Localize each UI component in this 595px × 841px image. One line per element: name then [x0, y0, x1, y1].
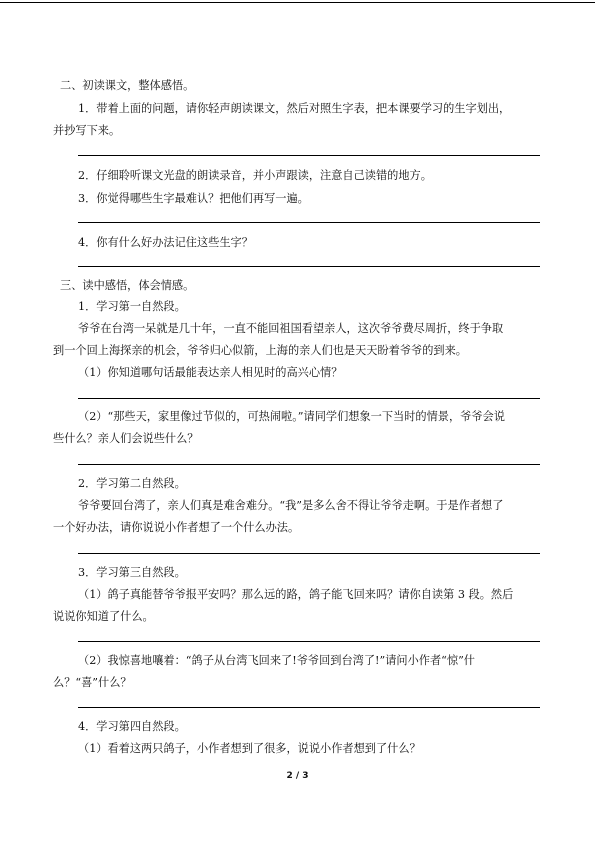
answer-line	[78, 222, 540, 223]
answer-line	[78, 707, 540, 708]
paragraph1-text-line1: 爷爷在台湾一呆就是几十年，一直不能回祖国看望亲人，这次爷爷费尽周折，终于争取	[78, 322, 504, 335]
paragraph4-title: 4．学习第四自然段。	[78, 720, 186, 733]
paragraph1-question2-line2: 些什么？亲人们会说些什么？	[53, 432, 199, 445]
paragraph2-title: 2．学习第二自然段。	[78, 477, 186, 490]
section2-q1-line1: 1．带着上面的问题，请你轻声朗读课文，然后对照生字表，把本课要学习的生字划出，	[78, 102, 511, 115]
paragraph2-text-line1: 爷爷要回台湾了，亲人们真是难舍难分。“我”是多么舍不得让爷爷走啊。于是作者想了	[78, 499, 504, 512]
answer-line	[78, 553, 540, 554]
paragraph3-question2-line2: 么？“喜”什么？	[53, 676, 132, 689]
section2-q4: 4．你有什么好办法记住这些生字？	[78, 236, 253, 249]
answer-line	[78, 266, 540, 267]
section2-q1-line2: 并抄写下来。	[53, 124, 121, 137]
paragraph4-question1: （1）看着这两只鸽子，小作者想到了很多，说说小作者想到了什么？	[78, 742, 421, 755]
page-top-rule	[0, 2, 595, 3]
answer-line	[78, 155, 540, 156]
paragraph2-text-line2: 一个好办法，请你说说小作者想了一个什么办法。	[53, 521, 300, 534]
paragraph3-title: 3．学习第三自然段。	[78, 566, 186, 579]
paragraph3-question2-line1: （2）我惊喜地嚷着：“鸽子从台湾飞回来了!爷爷回到台湾了!”请问小作者“惊”什	[78, 654, 475, 667]
paragraph1-question2-line1: （2）“那些天，家里像过节似的，可热闹啦。”请同学们想象一下当时的情景，爷爷会说	[78, 410, 505, 423]
paragraph3-question1-line1: （1）鸽子真能替爷爷报平安吗？那么远的路，鸽子能飞回来吗？请你自读第 3 段。然后	[78, 588, 514, 601]
section3-heading: 三、读中感悟，体会情感。	[60, 279, 195, 292]
page-number: 2 / 3	[286, 771, 309, 781]
section2-q3: 3．你觉得哪些生字最难认？把他们再写一遍。	[78, 192, 309, 205]
section2-heading: 二、初读课文，整体感悟。	[60, 79, 195, 92]
paragraph1-title: 1．学习第一自然段。	[78, 300, 186, 313]
answer-line	[78, 464, 540, 465]
answer-line	[78, 398, 540, 399]
paragraph1-question1: （1）你知道哪句话最能表达亲人相见时的高兴心情？	[78, 366, 343, 379]
paragraph1-text-line2: 到一个回上海探亲的机会，爷爷归心似箭，上海的亲人们也是天天盼着爷爷的到来。	[53, 344, 467, 357]
answer-line	[78, 641, 540, 642]
section2-q2: 2．仔细聆听课文光盘的朗读录音，并小声跟读，注意自己读错的地方。	[78, 169, 432, 182]
paragraph3-question1-line2: 说说你知道了什么。	[53, 610, 154, 623]
